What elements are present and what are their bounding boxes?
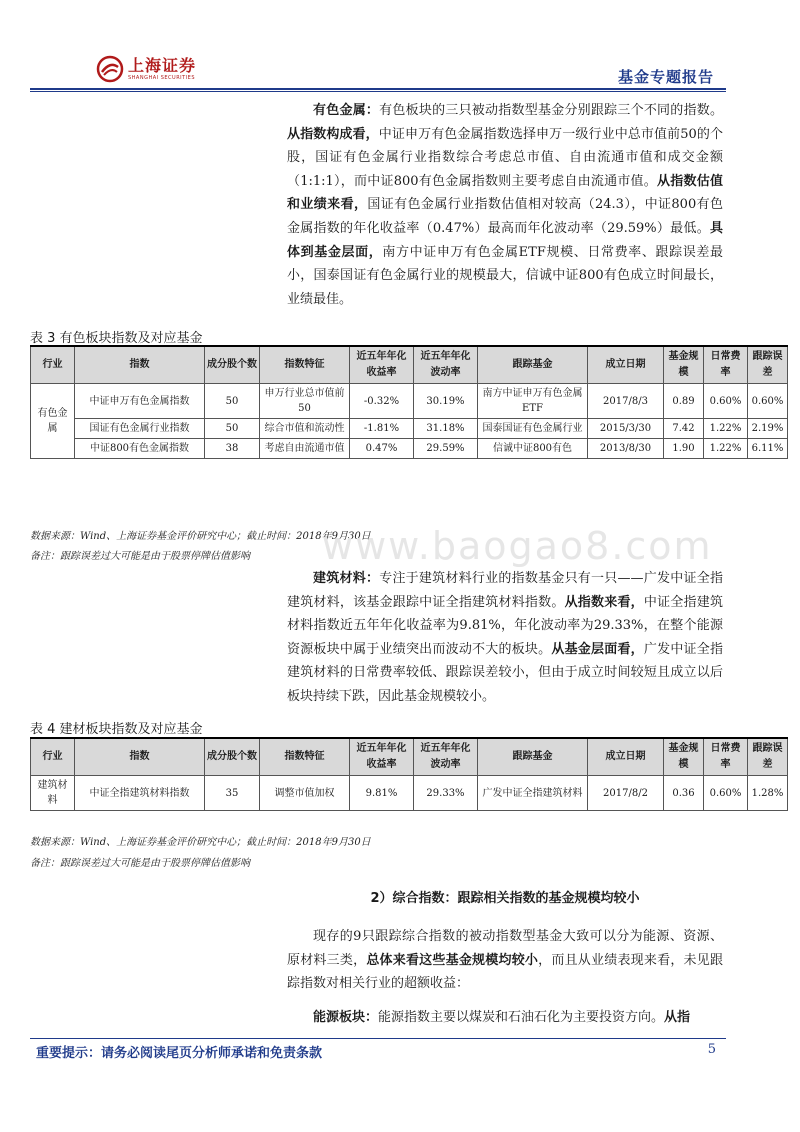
logo-chinese-name: 上海证券 — [128, 56, 197, 75]
table-cell: 申万行业总市值前50 — [260, 384, 350, 419]
col-header: 行业 — [31, 738, 75, 776]
table-cell: 35 — [205, 776, 260, 811]
table-cell: 国泰国证有色金属行业 — [478, 419, 588, 439]
table-header-row — [31, 346, 788, 384]
table-cell: 中证800有色金属指数 — [75, 439, 205, 459]
paragraph-energy-sector — [287, 1006, 723, 1030]
table-cell: -0.32% — [350, 384, 414, 419]
table-cell: 南方中证申万有色金属ETF — [478, 384, 588, 419]
text-span: 广发中证全指建筑材料的日常费率较低、跟踪误差较小，但由于成立时间较短且成立以后板块持续下跌，因此基金规模较小。 — [287, 641, 723, 704]
col-header: 近五年年化收益率 — [350, 346, 414, 384]
col-header: 成分股个数 — [205, 738, 260, 776]
table-cell: 调整市值加权 — [260, 776, 350, 811]
table-cell: 50 — [205, 419, 260, 439]
table4-note: 备注：跟踪误差过大可能是由于股票停牌估值影响 — [30, 858, 250, 869]
table-cell: 2017/8/3 — [588, 384, 664, 419]
text-span: 中证全指建筑材料指数近五年年化收益率为9.81%，年化波动率为29.33%，在整个能源资源板块中属于业绩突出而波动不大的板块。 — [287, 594, 723, 657]
col-header: 跟踪误差 — [748, 738, 788, 776]
col-header: 指数 — [75, 346, 205, 384]
table3-caption: 表 3 有色板块指数及对应基金 — [30, 331, 203, 346]
table-cell: 0.60% — [748, 384, 788, 419]
table-cell: 信诚中证800有色 — [478, 439, 588, 459]
table4-building-materials — [30, 737, 788, 811]
page-number: 5 — [707, 1042, 716, 1057]
table-row — [31, 419, 788, 439]
bold-span: 从基金层面看， — [551, 641, 644, 657]
col-header: 指数特征 — [260, 346, 350, 384]
text-span: 有色板块的三只被动指数型基金分别跟踪三个不同的指数。 — [379, 103, 723, 118]
bold-span: 具体到基金层面， — [287, 220, 723, 260]
col-header: 指数特征 — [260, 738, 350, 776]
col-header: 指数 — [75, 738, 205, 776]
watermark-text: www.baogao8.com — [322, 524, 713, 568]
footer-disclaimer-notice: 重要提示：请务必阅读尾页分析师承诺和免责条款 — [36, 1046, 323, 1061]
col-header: 跟踪基金 — [478, 346, 588, 384]
table-cell: 0.60% — [704, 776, 748, 811]
table-cell: 1.28% — [748, 776, 788, 811]
sector-cell: 建筑材料 — [31, 776, 75, 811]
table4-source: 数据来源：Wind、上海证券基金评价研究中心；截止时间：2018年9月30日 — [30, 837, 371, 848]
bold-span: 从指数来看， — [564, 594, 644, 610]
table3-nonferrous — [30, 345, 788, 459]
table3-note: 备注：跟踪误差过大可能是由于股票停牌估值影响 — [30, 551, 250, 562]
header-divider — [30, 88, 726, 90]
table-row — [31, 384, 788, 419]
col-header: 成立日期 — [588, 738, 664, 776]
table-cell: 中证申万有色金属指数 — [75, 384, 205, 419]
section-subheading: 2）综合指数：跟踪相关指数的基金规模均较小 — [370, 891, 640, 906]
sector-cell: 有色金属 — [31, 384, 75, 459]
col-header: 近五年年化波动率 — [414, 738, 478, 776]
paragraph-nonferrous-metals — [287, 99, 723, 311]
bold-span: 从指 — [664, 1010, 691, 1025]
table-cell: 综合市值和流动性 — [260, 419, 350, 439]
logo-english-name: SHANGHAI SECURITIES — [128, 75, 196, 81]
table-cell: 0.89 — [664, 384, 704, 419]
table-row — [31, 776, 788, 811]
bold-span: 总体来看这些基金规模均较小 — [366, 952, 539, 968]
table-cell: 0.60% — [704, 384, 748, 419]
header-divider-thin — [30, 91, 726, 92]
table-cell: 7.42 — [664, 419, 704, 439]
table-cell: 考虑自由流通市值 — [260, 439, 350, 459]
table-cell: 50 — [205, 384, 260, 419]
company-logo — [96, 55, 196, 83]
footer-divider — [30, 1038, 726, 1039]
table-cell: -1.81% — [350, 419, 414, 439]
table-header-row — [31, 738, 788, 776]
table-cell: 31.18% — [414, 419, 478, 439]
table-cell: 1.22% — [704, 439, 748, 459]
text-span: 中证申万有色金属指数选择申万一级行业中总市值前50的个股，国证有色金属行业指数综合考虑总市值、自由流通市值和成交金额（1:1:1），而中证800有色金属指数则主要考虑自由流通市值。 — [287, 126, 723, 189]
text-span: 国证有色金属行业指数估值相对较高（24.3），中证800有色金属指数的年化收益率（0.47%）最高而年化波动率（29.59%）最低。 — [287, 197, 723, 236]
table-cell: 国证有色金属行业指数 — [75, 419, 205, 439]
lead-energy: 能源板块： — [313, 1010, 379, 1025]
table-cell: 30.19% — [414, 384, 478, 419]
col-header: 成立日期 — [588, 346, 664, 384]
bold-span: 从指数构成看， — [287, 126, 379, 142]
table3-source: 数据来源：Wind、上海证券基金评价研究中心；截止时间：2018年9月30日 — [30, 531, 371, 542]
col-header: 近五年年化波动率 — [414, 346, 478, 384]
table-cell: 29.59% — [414, 439, 478, 459]
col-header: 成分股个数 — [205, 346, 260, 384]
col-header: 日常费率 — [704, 346, 748, 384]
table-cell: 2.19% — [748, 419, 788, 439]
table-cell: 1.90 — [664, 439, 704, 459]
text-span: ，而且从业绩表现来看，未见跟踪指数对相关行业的超额收益： — [287, 952, 723, 992]
paragraph-building-materials — [287, 567, 723, 709]
table-cell: 中证全指建筑材料指数 — [75, 776, 205, 811]
report-type-title: 基金专题报告 — [617, 68, 714, 86]
lead-building-materials: 建筑材料： — [313, 571, 380, 586]
col-header: 跟踪基金 — [478, 738, 588, 776]
table-cell: 29.33% — [414, 776, 478, 811]
table-cell: 2017/8/2 — [588, 776, 664, 811]
table-cell: 广发中证全指建筑材料 — [478, 776, 588, 811]
bold-span: 从指数估值和业绩来看， — [287, 173, 723, 213]
col-header: 跟踪误差 — [748, 346, 788, 384]
table4-caption: 表 4 建材板块指数及对应基金 — [30, 722, 203, 737]
table-cell: 0.47% — [350, 439, 414, 459]
col-header: 近五年年化收益率 — [350, 738, 414, 776]
table-cell: 9.81% — [350, 776, 414, 811]
lead-nonferrous: 有色金属： — [313, 103, 380, 118]
table-cell: 2013/8/30 — [588, 439, 664, 459]
table-cell: 1.22% — [704, 419, 748, 439]
table-cell: 2015/3/30 — [588, 419, 664, 439]
shanghai-securities-logo-icon — [96, 55, 124, 83]
text-span: 现存的9只跟踪综合指数的被动指数型基金大致可以分为能源、资源、原材料三类， — [287, 929, 723, 968]
col-header: 基金规模 — [664, 346, 704, 384]
col-header: 日常费率 — [704, 738, 748, 776]
table-row — [31, 439, 788, 459]
table-cell: 0.36 — [664, 776, 704, 811]
col-header: 基金规模 — [664, 738, 704, 776]
table-cell: 38 — [205, 439, 260, 459]
text-span: 能源指数主要以煤炭和石油石化为主要投资方向。 — [378, 1010, 665, 1025]
col-header: 行业 — [31, 346, 75, 384]
text-span: 专注于建筑材料行业的指数基金只有一只——广发中证全指建筑材料，该基金跟踪中证全指建筑材料指数。 — [287, 571, 723, 610]
paragraph-composite-index — [287, 925, 723, 996]
text-span: 南方中证申万有色金属ETF规模、日常费率、跟踪误差最小，国泰国证有色金属行业的规模最大，信诚中证800有色成立时间最长，业绩最佳。 — [287, 244, 723, 307]
table-cell: 6.11% — [748, 439, 788, 459]
